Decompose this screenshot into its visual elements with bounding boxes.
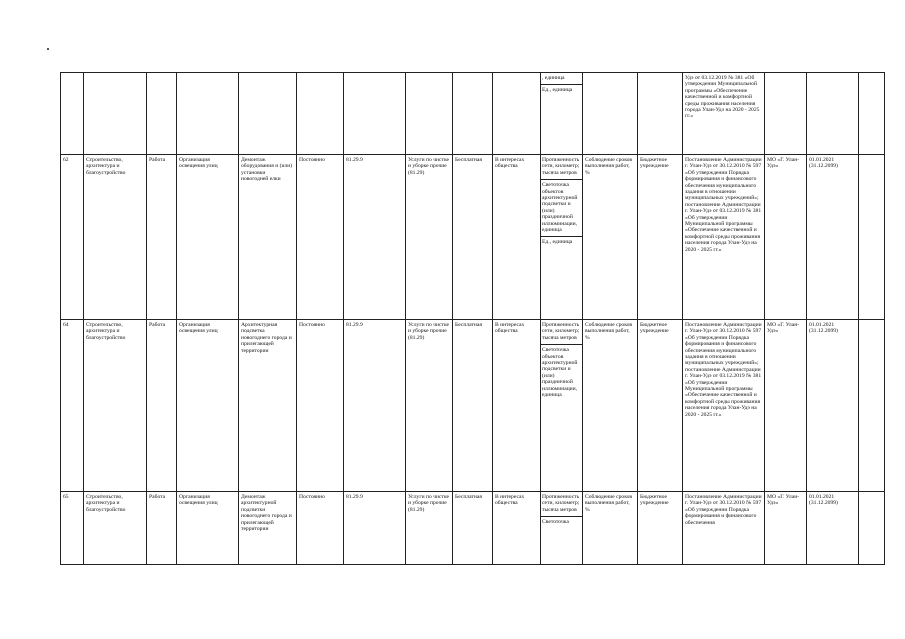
cell-okved: 81.29.9 (344, 320, 406, 492)
indicator-item: , единица (541, 73, 582, 85)
cell-date: 01.01.2021 (31.12.2099) (807, 492, 859, 565)
cell-num (61, 73, 84, 155)
cell-empty (859, 492, 885, 565)
indicator-item: Ед., единица (542, 239, 573, 246)
cell-type: Работа (147, 155, 177, 320)
cell-name: Организация освещения улиц (177, 320, 239, 492)
cell-pay: Бесплатная (453, 155, 493, 320)
cell-req: Соблюдение сроков выполнения работ, % (583, 492, 638, 565)
cell-period: Постоянно (297, 492, 344, 565)
cell-pay (453, 73, 493, 155)
cell-name: Организация освещения улиц (177, 155, 239, 320)
cell-date (807, 73, 859, 155)
cell-pay: Бесплатная (453, 320, 493, 492)
indicator-item: Ед., единица (542, 87, 573, 94)
cell-owner: МО «Г. Улан-Удэ» (765, 492, 807, 565)
cell-consumer (638, 73, 683, 155)
cell-pay: Бесплатная (453, 492, 493, 565)
cell-num: 65 (61, 492, 84, 565)
indicator-item: Светоточка объектов архитектурной подсветки и (или) праздничной иллюминации, единица (542, 347, 578, 399)
cell-date: 01.01.2021 (31.12.2099) (807, 155, 859, 320)
cell-indicators (541, 320, 583, 492)
cell-req (583, 73, 638, 155)
cell-interest: В интересах общества (493, 155, 541, 320)
cell-interest: В интересах общества (493, 492, 541, 565)
cell-section: Строительство, архитектура и благоустройство (84, 155, 147, 320)
cell-num: 62 (61, 155, 84, 320)
scan-speck (47, 48, 49, 50)
cell-section: Строительство, архитектура и благоустройство (84, 320, 147, 492)
cell-content: Демонтаж архитектурной подсветки новогоднего города и прилегающей территории (239, 492, 297, 565)
cell-content: Демонтаж оборудования и (или) установки новогодней елки (239, 155, 297, 320)
indicator-item: Светоточка объектов архитектурной подсветки и (или) праздничной иллюминации, единица (541, 180, 582, 237)
cell-okved (344, 73, 406, 155)
cell-empty (859, 73, 885, 155)
cell-service (406, 73, 453, 155)
cell-basis: Удэ от 03.12.2019 № 381 «Об утверждении Муниципальной программы «Обеспечение качественной и комфортной среды проживания населения города Улан-Удэ на 2020 - 2025 гг.» (683, 73, 765, 155)
cell-service: Услуги по чистке и уборке прочие (81.29) (406, 492, 453, 565)
cell-basis: Постановление Администрации г. Улан-Удэ от 30.12.2010 № 597 «Об утверждении Порядка формирования и финансового обеспечения муниципального задания в отношении муниципальных учреждений»; постановление Администрации г. Улан-Удэ от 03.12.2019 № 381 «Об утверждении Муниципальной программы «Обеспечение качественной и комфортной среды проживания населения города Улан-Удэ на 2020 - 2025 гг.» (683, 320, 765, 492)
cell-req: Соблюдение сроков выполнения работ, % (583, 155, 638, 320)
indicator-item: Протяженность сети, километр; тысяча метров (541, 492, 582, 517)
cell-consumer: Бюджетное учреждение (638, 320, 683, 492)
cell-indicators (541, 155, 583, 320)
cell-interest: В интересах общества (493, 320, 541, 492)
cell-period: Постоянно (297, 155, 344, 320)
cell-num: 64 (61, 320, 84, 492)
cell-okved: 81.29.9 (344, 155, 406, 320)
cell-name: Организация освещения улиц (177, 492, 239, 565)
cell-period (297, 73, 344, 155)
cell-content: Архитектурная подсветка новогоднего города и прилегающей территории (239, 320, 297, 492)
table-row (61, 492, 885, 565)
cell-owner (765, 73, 807, 155)
cell-service: Услуги по чистке и уборке прочие (81.29) (406, 320, 453, 492)
cell-indicators (541, 492, 583, 565)
cell-service: Услуги по чистке и уборке прочие (81.29) (406, 155, 453, 320)
cell-okved: 81.29.9 (344, 492, 406, 565)
cell-interest (493, 73, 541, 155)
cell-type: Работа (147, 492, 177, 565)
cell-type: Работа (147, 320, 177, 492)
cell-owner: МО «Г. Улан-Удэ» (765, 155, 807, 320)
cell-content (239, 73, 297, 155)
cell-period: Постоянно (297, 320, 344, 492)
cell-section (84, 73, 147, 155)
cell-date: 01.01.2021 (31.12.2099) (807, 320, 859, 492)
table-row (61, 320, 885, 492)
cell-empty (859, 320, 885, 492)
cell-req: Соблюдение сроков выполнения работ, % (583, 320, 638, 492)
indicator-item: Светоточка (542, 519, 569, 526)
cell-basis: Постановление Администрации г. Улан-Удэ от 30.12.2010 № 597 «Об утверждении Порядка формирования и финансового обеспечения (683, 492, 765, 565)
cell-name (177, 73, 239, 155)
cell-consumer: Бюджетное учреждение (638, 155, 683, 320)
cell-basis: Постановление Администрации г. Улан-Удэ от 30.12.2010 № 597 «Об утверждении Порядка формирования и финансового обеспечения муниципального задания в отношении муниципальных учреждений»; постановление Администрации г. Улан-Удэ от 03.12.2019 № 381 «Об утверждении Муниципальной программы «Обеспечение качественной и комфортной среды проживания населения города Улан-Удэ на 2020 - 2025 гг.» (683, 155, 765, 320)
cell-owner: МО «Г. Улан-Удэ» (765, 320, 807, 492)
table-row (61, 155, 885, 320)
cell-indicators (541, 73, 583, 155)
services-register-table (60, 72, 885, 565)
indicator-item: Протяженность сети, километр; тысяча метров (541, 155, 582, 180)
table-row (61, 73, 885, 155)
cell-section: Строительство, архитектура и благоустройство (84, 492, 147, 565)
cell-type (147, 73, 177, 155)
cell-empty (859, 155, 885, 320)
indicator-item: Протяженность сети, километр; тысяча метров (541, 320, 582, 345)
cell-consumer: Бюджетное учреждение (638, 492, 683, 565)
